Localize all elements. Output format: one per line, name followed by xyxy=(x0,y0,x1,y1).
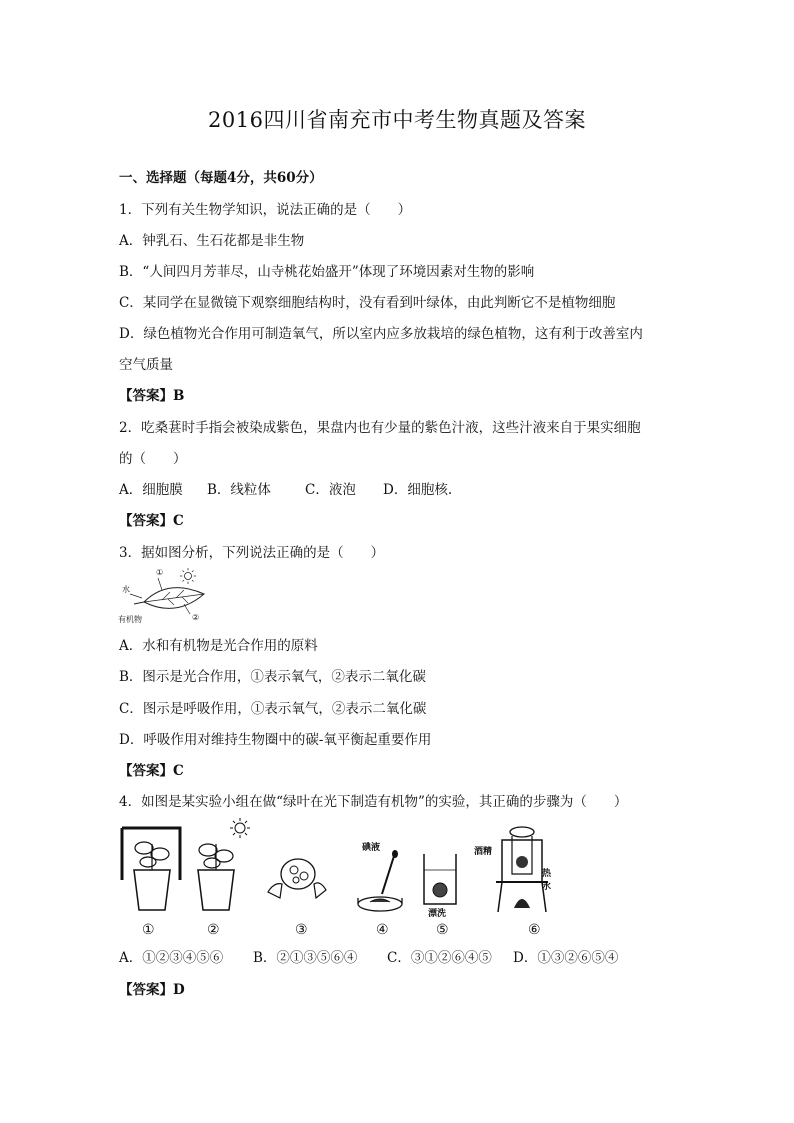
alcohol-label: 酒精 xyxy=(474,847,493,857)
q4-option-c: C．③①②⑥④⑤ xyxy=(387,950,492,966)
experiment-steps-figure xyxy=(118,818,558,943)
q2-stem-cont: 的（ ） xyxy=(119,451,187,467)
q2-option-d: D．细胞核. xyxy=(383,482,453,498)
q2-options xyxy=(119,478,452,498)
q3-option-c: C．图示是呼吸作用，①表示氧气，②表示二氧化碳 xyxy=(119,701,427,717)
q4-stem: 4．如图是某实验小组在做“绿叶在光下制造有机物”的实验，其正确的步骤为（ ） xyxy=(119,794,628,810)
step1-dark-plant-icon xyxy=(122,828,180,910)
marker-1: ① xyxy=(156,568,164,577)
q1-option-a: A．钟乳石、生石花都是非生物 xyxy=(119,233,305,249)
marker-2: ② xyxy=(192,613,200,622)
step-number-4: ④ xyxy=(376,922,389,938)
rinse-label: 漂洗 xyxy=(428,909,447,919)
organic-matter-label: 有机物 xyxy=(118,615,142,624)
water-label: 水 xyxy=(122,585,130,594)
q3-stem: 3．据如图分析，下列说法正确的是（ ） xyxy=(119,545,385,561)
q1-option-d-cont: 空气质量 xyxy=(119,357,173,373)
hot-water-label: 热水 xyxy=(542,869,552,892)
q1-option-c: C．某同学在显微镜下观察细胞结构时，没有看到叶绿体，由此判断它不是植物细胞 xyxy=(119,295,616,311)
q4-options xyxy=(119,946,618,966)
q4-option-b: B．②①③⑤⑥④ xyxy=(253,950,358,966)
q3-option-b: B．图示是光合作用，①表示氧气，②表示二氧化碳 xyxy=(119,669,426,685)
step2-sunlit-plant-icon xyxy=(198,818,250,910)
q1-stem: 1．下列有关生物学知识，说法正确的是（ ） xyxy=(119,202,412,218)
section-heading: 一、选择题（每题4分，共60分） xyxy=(119,170,323,186)
q4-option-a: A．①②③④⑤⑥ xyxy=(119,950,224,966)
step-number-5: ⑤ xyxy=(436,922,449,938)
q2-option-b: B．线粒体 xyxy=(207,482,271,498)
step3-leaf-in-hands-icon xyxy=(268,859,326,898)
q2-answer: 【答案】C xyxy=(119,513,184,529)
q4-answer: 【答案】D xyxy=(119,982,185,998)
q1-option-b: B．“人间四月芳菲尽，山寺桃花始盛开”体现了环境因素对生物的影响 xyxy=(119,264,535,280)
step-number-2: ② xyxy=(207,922,220,938)
iodine-label: 碘液 xyxy=(362,843,381,853)
q1-answer: 【答案】B xyxy=(119,388,185,404)
step-number-6: ⑥ xyxy=(528,922,541,938)
step5-rinse-beaker-icon xyxy=(424,854,456,904)
q3-option-d: D．呼吸作用对维持生物圈中的碳-氧平衡起重要作用 xyxy=(119,732,432,748)
q4-option-d: D．①③②⑥⑤④ xyxy=(513,950,619,966)
step6-water-bath-icon xyxy=(496,827,548,912)
page-title: 2016四川省南充市中考生物真题及答案 xyxy=(208,108,586,132)
q1-option-d: D．绿色植物光合作用可制造氧气，所以室内应多放栽培的绿色植物，这有利于改善室内 xyxy=(119,326,643,342)
q3-answer: 【答案】C xyxy=(119,763,184,779)
sun-icon xyxy=(180,568,196,584)
q2-stem: 2．吃桑葚时手指会被染成紫色，果盘内也有少量的紫色汁液，这些汁液来自于果实细胞 xyxy=(119,420,641,436)
q3-option-a: A．水和有机物是光合作用的原料 xyxy=(119,638,318,654)
step4-iodine-dish-icon xyxy=(358,850,402,911)
step-number-1: ① xyxy=(142,922,155,938)
step-number-3: ③ xyxy=(295,922,308,938)
q2-option-c: C．液泡 xyxy=(305,482,356,498)
q2-option-a: A．细胞膜 xyxy=(119,482,183,498)
leaf-diagram xyxy=(118,568,214,626)
